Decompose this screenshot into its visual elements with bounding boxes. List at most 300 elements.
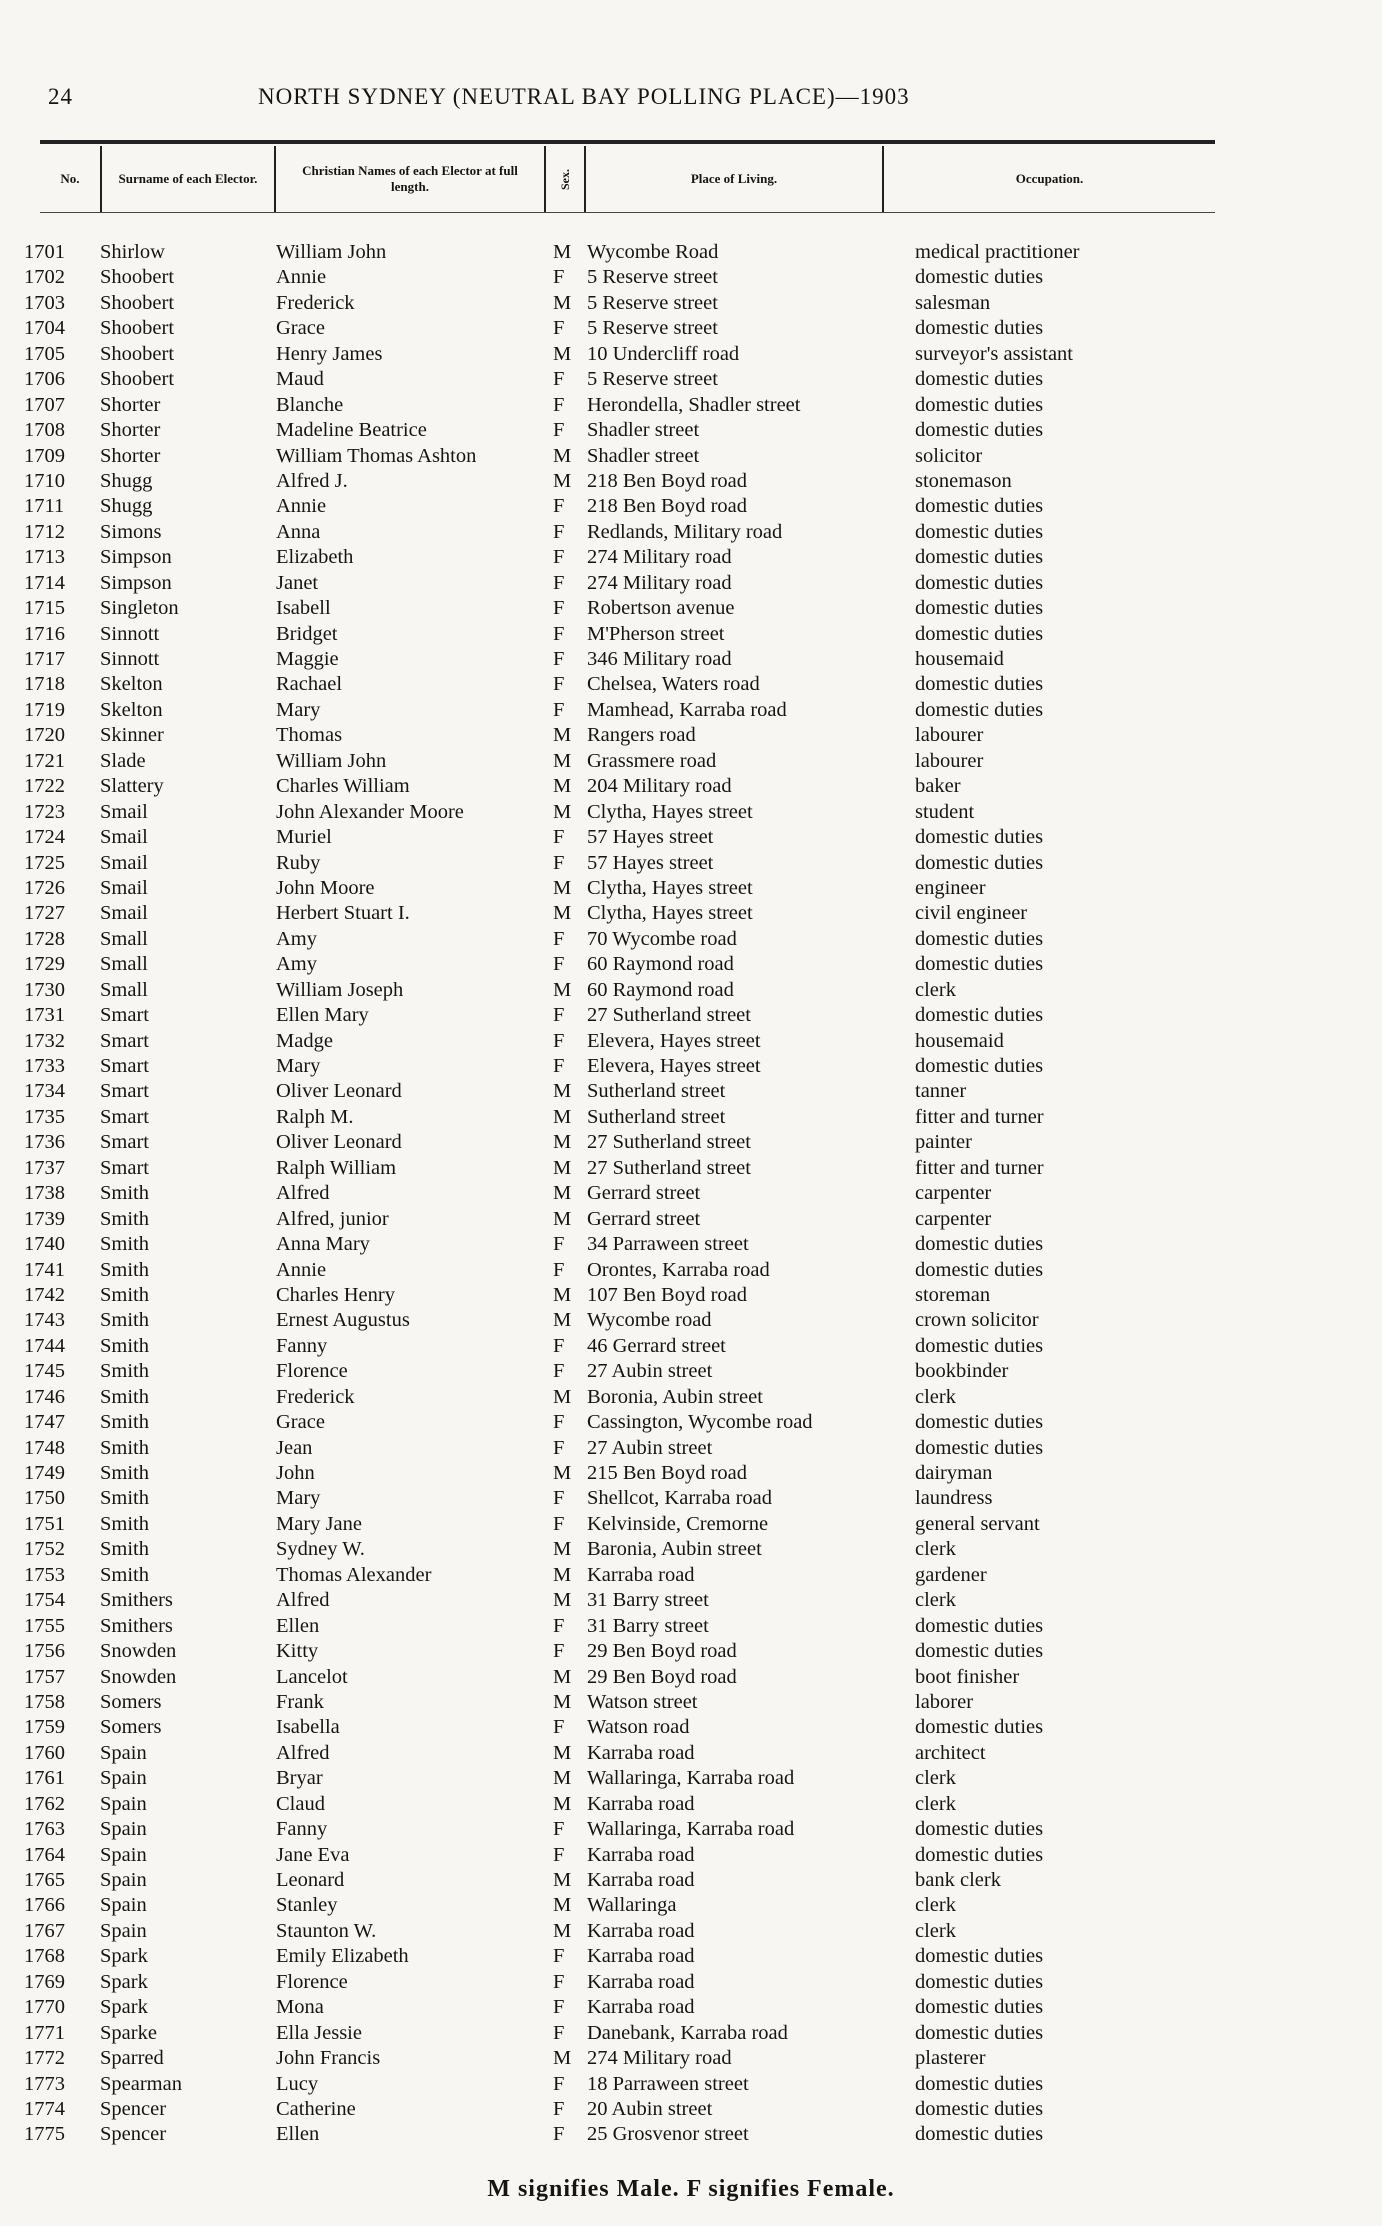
surname: Shoobert <box>100 266 175 289</box>
sex: F <box>553 1055 565 1077</box>
occupation: domestic duties <box>915 622 1044 645</box>
table-row <box>0 723 1382 748</box>
place-of-living: Sutherland street <box>587 1105 726 1128</box>
christian-names: Staunton W. <box>276 1919 377 1942</box>
surname: Spearman <box>100 2072 182 2095</box>
place-of-living: 204 Military road <box>587 775 732 798</box>
elector-number: 1708 <box>24 419 65 442</box>
elector-number: 1737 <box>24 1156 65 1179</box>
christian-names: Mary <box>276 698 321 721</box>
table-row <box>0 494 1382 519</box>
christian-names: Isabella <box>276 1716 340 1739</box>
elector-number: 1723 <box>24 800 65 823</box>
sex: M <box>553 1309 572 1332</box>
table-row <box>0 1690 1382 1715</box>
christian-names: Grace <box>276 1411 325 1434</box>
elector-number: 1748 <box>24 1436 65 1459</box>
christian-names: Jean <box>276 1436 313 1459</box>
elector-number: 1726 <box>24 876 65 899</box>
place-of-living: Karraba road <box>587 1945 695 1968</box>
table-row <box>0 469 1382 494</box>
elector-number: 1701 <box>24 241 65 263</box>
place-of-living: Robertson avenue <box>587 597 735 620</box>
sex: F <box>553 1487 565 1510</box>
sex: F <box>553 419 565 442</box>
occupation: domestic duties <box>915 2021 1044 2044</box>
sex: M <box>553 1919 572 1942</box>
table-row <box>0 265 1382 290</box>
occupation: domestic duties <box>915 1233 1044 1256</box>
occupation: housemaid <box>915 648 1004 670</box>
place-of-living: Elevera, Hayes street <box>587 1055 761 1077</box>
table-row <box>0 1334 1382 1359</box>
surname: Shorter <box>100 419 161 442</box>
christian-names: Jane Eva <box>276 1843 350 1866</box>
christian-names: Alfred, junior <box>276 1207 389 1230</box>
surname: Skelton <box>100 673 163 696</box>
elector-number: 1749 <box>24 1462 65 1484</box>
header-bottom-rule <box>40 212 1215 213</box>
table-row <box>0 571 1382 596</box>
surname: Spencer <box>100 2097 167 2120</box>
occupation: bank clerk <box>915 1869 1001 1891</box>
surname: Smart <box>100 1080 149 1103</box>
place-of-living: Shellcot, Karraba road <box>587 1487 772 1510</box>
sex: F <box>553 698 565 721</box>
sex: M <box>553 444 572 467</box>
sex: F <box>553 1233 565 1256</box>
occupation: carpenter <box>915 1182 992 1205</box>
surname: Spark <box>100 1970 148 1993</box>
place-of-living: Wycombe road <box>587 1309 712 1332</box>
elector-number: 1752 <box>24 1538 65 1561</box>
occupation: domestic duties <box>915 368 1044 391</box>
occupation: domestic duties <box>915 597 1044 620</box>
sex: M <box>553 1792 572 1815</box>
christian-names: Ralph William <box>276 1156 397 1179</box>
christian-names: Ellen Mary <box>276 1004 369 1027</box>
elector-number: 1706 <box>24 368 65 391</box>
occupation: domestic duties <box>915 698 1044 721</box>
christian-names: Florence <box>276 1360 348 1383</box>
surname: Spark <box>100 1945 148 1968</box>
sex: F <box>553 1716 565 1739</box>
elector-number: 1728 <box>24 927 65 950</box>
sex: F <box>553 1945 565 1968</box>
place-of-living: Karraba road <box>587 1741 695 1764</box>
table-row <box>0 1843 1382 1868</box>
sex: F <box>553 520 565 543</box>
place-of-living: 29 Ben Boyd road <box>587 1665 737 1688</box>
sex: F <box>553 2097 565 2120</box>
place-of-living: Kelvinside, Cremorne <box>587 1512 769 1535</box>
sex: M <box>553 1869 572 1891</box>
place-of-living: 57 Hayes street <box>587 851 714 874</box>
place-of-living: 27 Sutherland street <box>587 1004 751 1027</box>
elector-number: 1714 <box>24 571 65 594</box>
sex: M <box>553 1462 572 1484</box>
surname: Smith <box>100 1385 149 1408</box>
sex: F <box>553 1004 565 1027</box>
surname: Spark <box>100 1996 148 2019</box>
christian-names: Alfred J. <box>276 469 348 492</box>
place-of-living: 60 Raymond road <box>587 978 734 1001</box>
sex-legend: M signifies Male. F signifies Female. <box>487 2176 895 2202</box>
elector-number: 1772 <box>24 2047 65 2070</box>
sex: F <box>553 597 565 620</box>
occupation: clerk <box>915 1589 956 1612</box>
place-of-living: 274 Military road <box>587 2047 732 2070</box>
occupation: domestic duties <box>915 1614 1044 1637</box>
elector-list <box>0 240 1382 2148</box>
table-row <box>0 1868 1382 1893</box>
christian-names: Ruby <box>276 851 321 874</box>
christian-names: Janet <box>276 571 319 594</box>
surname: Smith <box>100 1487 149 1510</box>
sex: M <box>553 1690 572 1713</box>
place-of-living: 218 Ben Boyd road <box>587 469 747 492</box>
occupation: domestic duties <box>915 393 1044 416</box>
occupation: domestic duties <box>915 1640 1044 1663</box>
surname: Spain <box>100 1894 147 1917</box>
occupation: clerk <box>915 1538 956 1561</box>
occupation: domestic duties <box>915 851 1044 874</box>
elector-number: 1756 <box>24 1640 65 1663</box>
occupation: architect <box>915 1741 986 1764</box>
table-row <box>0 851 1382 876</box>
table-row <box>0 1665 1382 1690</box>
christian-names: Fanny <box>276 1818 328 1841</box>
surname: Smart <box>100 1055 149 1077</box>
place-of-living: Wallaringa <box>587 1894 677 1917</box>
place-of-living: Karraba road <box>587 1563 695 1586</box>
surname: Shorter <box>100 444 161 467</box>
elector-number: 1734 <box>24 1080 65 1103</box>
place-of-living: 18 Parraween street <box>587 2072 749 2095</box>
elector-number: 1742 <box>24 1283 65 1306</box>
sex: F <box>553 1258 565 1281</box>
surname: Shoobert <box>100 342 175 365</box>
place-of-living: Cassington, Wycombe road <box>587 1411 813 1434</box>
table-row <box>0 1741 1382 1766</box>
surname: Spain <box>100 1792 147 1815</box>
place-of-living: Clytha, Hayes street <box>587 800 753 823</box>
table-row <box>0 1359 1382 1384</box>
elector-number: 1710 <box>24 469 65 492</box>
place-of-living: 57 Hayes street <box>587 826 714 849</box>
surname: Smail <box>100 902 148 925</box>
table-row <box>0 342 1382 367</box>
sex: M <box>553 291 572 314</box>
elector-number: 1719 <box>24 698 65 721</box>
surname: Spain <box>100 1741 147 1764</box>
surname: Smith <box>100 1436 149 1459</box>
occupation: stonemason <box>915 469 1012 492</box>
place-of-living: Karraba road <box>587 1869 695 1891</box>
table-row <box>0 2046 1382 2071</box>
table-row <box>0 2072 1382 2097</box>
elector-number: 1730 <box>24 978 65 1001</box>
surname: Spain <box>100 1843 147 1866</box>
table-row <box>0 698 1382 723</box>
column-header-surname: Surname of each Elector. <box>118 171 258 186</box>
table-row <box>0 1919 1382 1944</box>
elector-number: 1751 <box>24 1512 65 1535</box>
place-of-living: Danebank, Karraba road <box>587 2021 788 2044</box>
occupation: domestic duties <box>915 2123 1044 2146</box>
surname: Spain <box>100 1869 147 1891</box>
occupation: domestic duties <box>915 520 1044 543</box>
place-of-living: Karraba road <box>587 1843 695 1866</box>
surname: Smith <box>100 1182 149 1205</box>
sex: F <box>553 1843 565 1866</box>
occupation: domestic duties <box>915 1945 1044 1968</box>
sex: M <box>553 1589 572 1612</box>
occupation: engineer <box>915 876 986 899</box>
table-row <box>0 1130 1382 1155</box>
surname: Sparred <box>100 2047 164 2070</box>
christian-names: Ernest Augustus <box>276 1309 410 1332</box>
surname: Smail <box>100 876 148 899</box>
christian-names: Oliver Leonard <box>276 1131 402 1154</box>
elector-number: 1716 <box>24 622 65 645</box>
table-row <box>0 1436 1382 1461</box>
occupation: baker <box>915 775 961 798</box>
sex: F <box>553 1411 565 1434</box>
christian-names: Kitty <box>276 1640 319 1663</box>
place-of-living: Clytha, Hayes street <box>587 876 753 899</box>
sex: M <box>553 1894 572 1917</box>
elector-number: 1758 <box>24 1690 65 1713</box>
occupation: civil engineer <box>915 902 1028 925</box>
sex: F <box>553 2072 565 2095</box>
place-of-living: 27 Sutherland street <box>587 1156 751 1179</box>
christian-names: Amy <box>276 927 317 950</box>
elector-number: 1713 <box>24 546 65 569</box>
table-row <box>0 1410 1382 1435</box>
christian-names: William John <box>276 241 387 263</box>
occupation: gardener <box>915 1563 987 1586</box>
elector-number: 1729 <box>24 953 65 976</box>
elector-number: 1765 <box>24 1869 65 1891</box>
christian-names: Catherine <box>276 2097 356 2120</box>
elector-number: 1715 <box>24 597 65 620</box>
elector-number: 1753 <box>24 1563 65 1586</box>
table-row <box>0 1537 1382 1562</box>
table-row <box>0 672 1382 697</box>
column-header-place: Place of Living. <box>690 171 778 186</box>
surname: Smith <box>100 1334 149 1357</box>
christian-names: Ralph M. <box>276 1105 354 1128</box>
sex: F <box>553 1614 565 1637</box>
table-row <box>0 927 1382 952</box>
christian-names: Amy <box>276 953 317 976</box>
table-row <box>0 393 1382 418</box>
elector-number: 1732 <box>24 1029 65 1052</box>
column-header-sex: Sex. <box>558 168 572 190</box>
sex: F <box>553 393 565 416</box>
christian-names: Mary <box>276 1055 321 1077</box>
elector-number: 1725 <box>24 851 65 874</box>
page-header <box>40 78 1050 118</box>
christian-names: Muriel <box>276 826 332 849</box>
sex: F <box>553 1818 565 1841</box>
table-row <box>0 2097 1382 2122</box>
place-of-living: 5 Reserve street <box>587 368 718 391</box>
place-of-living: Herondella, Shadler street <box>587 393 801 416</box>
place-of-living: 10 Undercliff road <box>587 342 740 365</box>
elector-number: 1712 <box>24 520 65 543</box>
elector-number: 1757 <box>24 1665 65 1688</box>
christian-names: Madge <box>276 1029 333 1052</box>
surname: Smith <box>100 1309 149 1332</box>
christian-names: William Thomas Ashton <box>276 444 477 467</box>
christian-names: Annie <box>276 1258 327 1281</box>
table-row <box>0 1944 1382 1969</box>
occupation: fitter and turner <box>915 1156 1044 1179</box>
christian-names: Lancelot <box>276 1665 348 1688</box>
surname: Small <box>100 927 148 950</box>
surname: Small <box>100 978 148 1001</box>
christian-names: John Moore <box>276 876 375 899</box>
table-row <box>0 1258 1382 1283</box>
surname: Shoobert <box>100 291 175 314</box>
elector-number: 1704 <box>24 317 65 340</box>
elector-number: 1740 <box>24 1233 65 1256</box>
table-row <box>0 1512 1382 1537</box>
surname: Slattery <box>100 775 164 798</box>
surname: Smith <box>100 1563 149 1586</box>
place-of-living: 5 Reserve street <box>587 266 718 289</box>
surname: Sinnott <box>100 648 160 670</box>
occupation: domestic duties <box>915 1004 1044 1027</box>
table-row <box>0 1588 1382 1613</box>
place-of-living: Shadler street <box>587 419 700 442</box>
surname: Skelton <box>100 698 163 721</box>
christian-names: Florence <box>276 1970 348 1993</box>
occupation: domestic duties <box>915 1818 1044 1841</box>
occupation: housemaid <box>915 1029 1004 1052</box>
table-row <box>0 1385 1382 1410</box>
place-of-living: M'Pherson street <box>587 622 725 645</box>
column-header-christian-names: Christian Names of each Elector at full length. <box>302 163 518 194</box>
elector-number: 1774 <box>24 2097 65 2120</box>
sex: M <box>553 2047 572 2070</box>
table-row <box>0 1563 1382 1588</box>
elector-number: 1743 <box>24 1309 65 1332</box>
elector-number: 1747 <box>24 1411 65 1434</box>
table-row <box>0 444 1382 469</box>
occupation: domestic duties <box>915 571 1044 594</box>
table-row <box>0 825 1382 850</box>
table-row <box>0 978 1382 1003</box>
table-row <box>0 1105 1382 1130</box>
occupation: clerk <box>915 1792 956 1815</box>
elector-number: 1762 <box>24 1792 65 1815</box>
surname: Slade <box>100 749 146 772</box>
table-row <box>0 622 1382 647</box>
place-of-living: 70 Wycombe road <box>587 927 737 950</box>
table-row <box>0 1232 1382 1257</box>
table-row <box>0 1893 1382 1918</box>
occupation: clerk <box>915 978 956 1001</box>
christian-names: Emily Elizabeth <box>276 1945 409 1968</box>
sex: F <box>553 571 565 594</box>
elector-number: 1711 <box>24 495 65 518</box>
place-of-living: Gerrard street <box>587 1182 701 1205</box>
elector-number: 1720 <box>24 724 65 747</box>
sex: F <box>553 266 565 289</box>
surname: Shugg <box>100 495 153 518</box>
surname: Snowden <box>100 1640 177 1663</box>
place-of-living: Clytha, Hayes street <box>587 902 753 925</box>
occupation: domestic duties <box>915 1436 1044 1459</box>
christian-names: Maggie <box>276 648 339 670</box>
sex: F <box>553 1029 565 1052</box>
sex: M <box>553 1741 572 1764</box>
elector-number: 1735 <box>24 1105 65 1128</box>
sex: F <box>553 673 565 696</box>
christian-names: Frederick <box>276 1385 355 1408</box>
occupation: boot finisher <box>915 1665 1020 1688</box>
table-row <box>0 1054 1382 1079</box>
place-of-living: 274 Military road <box>587 571 732 594</box>
sex: F <box>553 927 565 950</box>
christian-names: Leonard <box>276 1869 345 1891</box>
place-of-living: 31 Barry street <box>587 1614 709 1637</box>
place-of-living: Shadler street <box>587 444 700 467</box>
place-of-living: Baronia, Aubin street <box>587 1538 762 1561</box>
elector-number: 1744 <box>24 1334 65 1357</box>
occupation: domestic duties <box>915 1334 1044 1357</box>
sex: M <box>553 241 572 263</box>
table-row <box>0 1715 1382 1740</box>
table-row <box>0 749 1382 774</box>
christian-names: Mona <box>276 1996 324 2019</box>
table-row <box>0 901 1382 926</box>
sex: F <box>553 546 565 569</box>
occupation: clerk <box>915 1894 956 1917</box>
place-of-living: Chelsea, Waters road <box>587 673 760 696</box>
table-row <box>0 1995 1382 2020</box>
surname: Simons <box>100 520 162 543</box>
occupation: domestic duties <box>915 317 1044 340</box>
christian-names: Oliver Leonard <box>276 1080 402 1103</box>
occupation: bookbinder <box>915 1360 1009 1383</box>
christian-names: Bryar <box>276 1767 323 1790</box>
elector-number: 1745 <box>24 1360 65 1383</box>
occupation: student <box>915 800 975 823</box>
place-of-living: Grassmere road <box>587 749 717 772</box>
occupation: domestic duties <box>915 1970 1044 1993</box>
place-of-living: 31 Barry street <box>587 1589 709 1612</box>
place-of-living: 274 Military road <box>587 546 732 569</box>
surname: Small <box>100 953 148 976</box>
place-of-living: Karraba road <box>587 1792 695 1815</box>
table-row <box>0 1817 1382 1842</box>
elector-number: 1703 <box>24 291 65 314</box>
occupation: domestic duties <box>915 1258 1044 1281</box>
elector-number: 1755 <box>24 1614 65 1637</box>
sex: F <box>553 1360 565 1383</box>
table-row <box>0 2021 1382 2046</box>
christian-names: Stanley <box>276 1894 338 1917</box>
occupation: domestic duties <box>915 927 1044 950</box>
christian-names: Thomas <box>276 724 343 747</box>
christian-names: Lucy <box>276 2072 319 2095</box>
sex: M <box>553 876 572 899</box>
table-row <box>0 876 1382 901</box>
